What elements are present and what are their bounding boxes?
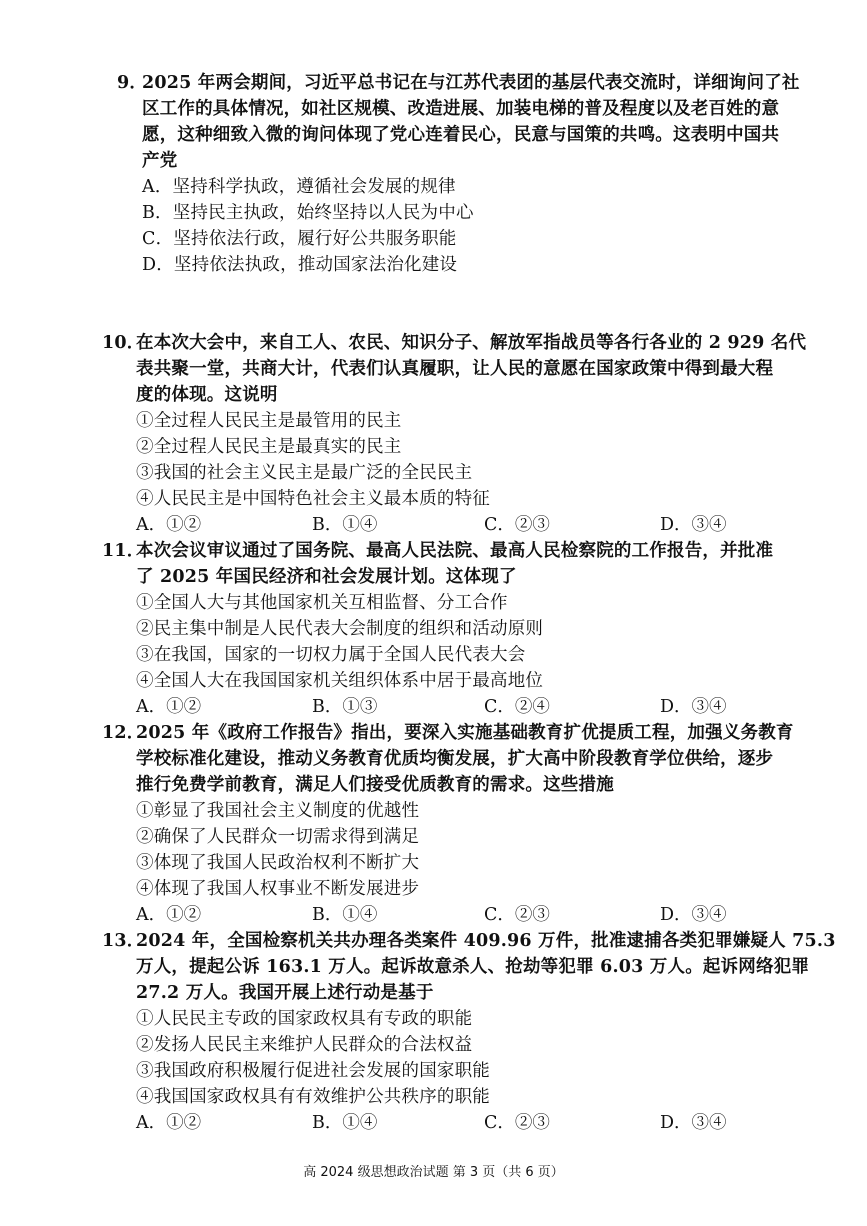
option-a[interactable]: A．坚持科学执政，遵循社会发展的规律 [142,177,456,197]
statement-3: ③在我国，国家的一切权力属于全国人民代表大会 [136,645,526,665]
question-stem-line: 2025 年两会期间，习近平总书记在与江苏代表团的基层代表交流时，详细询问了社 [142,73,800,93]
question-stem-line: 产党 [142,151,178,171]
option-b[interactable]: B．坚持民主执政，始终坚持以人民为中心 [142,203,474,223]
question-stem-line: 2024 年，全国检察机关共办理各类案件 409.96 万件，批准逮捕各类犯罪嫌疑人 75.3 [136,931,836,951]
option-c[interactable]: C．②③ [484,515,550,535]
statement-2: ②确保了人民群众一切需求得到满足 [136,827,420,847]
option-b[interactable]: B．①③ [312,697,378,717]
option-c[interactable]: C．②③ [484,905,550,925]
question-stem-line: 本次会议审议通过了国务院、最高人民法院、最高人民检察院的工作报告，并批准 [136,541,774,561]
option-a[interactable]: A．①② [136,515,202,535]
question-stem-line: 区工作的具体情况，如社区规模、改造进展、加装电梯的普及程度以及老百姓的意 [142,99,780,119]
statement-4: ④我国国家政权具有有效维护公共秩序的职能 [136,1087,490,1107]
question-stem-line: 学校标准化建设，推动义务教育优质均衡发展，扩大高中阶段教育学位供给，逐步 [136,749,774,769]
option-a[interactable]: A．①② [136,905,202,925]
question-stem-line: 万人，提起公诉 163.1 万人。起诉故意杀人、抢劫等犯罪 6.03 万人。起诉网络犯罪 [136,957,810,977]
question-stem-line: 2025 年《政府工作报告》指出，要深入实施基础教育扩优提质工程，加强义务教育 [136,723,794,743]
statement-1: ①人民民主专政的国家政权具有专政的职能 [136,1009,473,1029]
statement-2: ②民主集中制是人民代表大会制度的组织和活动原则 [136,619,544,639]
option-b[interactable]: B．①④ [312,905,378,925]
question-number: 13． [102,931,145,951]
question-stem-line: 表共聚一堂，共商大计，代表们认真履职，让人民的意愿在国家政策中得到最大程 [136,359,774,379]
question-stem-line: 度的体现。这说明 [136,385,278,405]
option-d[interactable]: D．③④ [660,905,727,925]
statement-3: ③我国政府积极履行促进社会发展的国家职能 [136,1061,490,1081]
option-c[interactable]: C．②④ [484,697,550,717]
option-d[interactable]: D．③④ [660,515,727,535]
statement-4: ④人民民主是中国特色社会主义最本质的特征 [136,489,490,509]
option-b[interactable]: B．①④ [312,1113,378,1133]
statement-2: ②发扬人民民主来维护人民群众的合法权益 [136,1035,473,1055]
statement-1: ①全国人大与其他国家机关互相监督、分工合作 [136,593,508,613]
statement-3: ③体现了我国人民政治权利不断扩大 [136,853,420,873]
question-stem-line: 愿，这种细致入微的询问体现了党心连着民心，民意与国策的共鸣。这表明中国共 [142,125,780,145]
option-d[interactable]: D．③④ [660,1113,727,1133]
option-c[interactable]: C．②③ [484,1113,550,1133]
statement-4: ④全国人大在我国国家机关组织体系中居于最高地位 [136,671,544,691]
statement-2: ②全过程人民民主是最真实的民主 [136,437,402,457]
question-number: 11． [102,541,145,561]
statement-1: ①彰显了我国社会主义制度的优越性 [136,801,420,821]
option-a[interactable]: A．①② [136,697,202,717]
question-stem-line: 推行免费学前教育，满足人们接受优质教育的需求。这些措施 [136,775,614,795]
question-stem-line: 27.2 万人。我国开展上述行动是基于 [136,983,434,1003]
question-stem-line: 在本次大会中，来自工人、农民、知识分子、解放军指战员等各行各业的 2 929 名代 [136,333,807,353]
question-number: 12． [102,723,145,743]
question-number: 10． [102,333,145,353]
option-c[interactable]: C．坚持依法行政，履行好公共服务职能 [142,229,457,249]
option-d[interactable]: D．坚持依法执政，推动国家法治化建设 [142,255,458,275]
option-a[interactable]: A．①② [136,1113,202,1133]
statement-1: ①全过程人民民主是最管用的民主 [136,411,402,431]
option-d[interactable]: D．③④ [660,697,727,717]
question-stem-line: 了 2025 年国民经济和社会发展计划。这体现了 [136,567,517,587]
option-b[interactable]: B．①④ [312,515,378,535]
page-footer: 高 2024 级思想政治试题 第 3 页（共 6 页） [303,1165,564,1180]
statement-4: ④体现了我国人权事业不断发展进步 [136,879,420,899]
question-number: 9． [117,73,148,93]
statement-3: ③我国的社会主义民主是最广泛的全民民主 [136,463,473,483]
